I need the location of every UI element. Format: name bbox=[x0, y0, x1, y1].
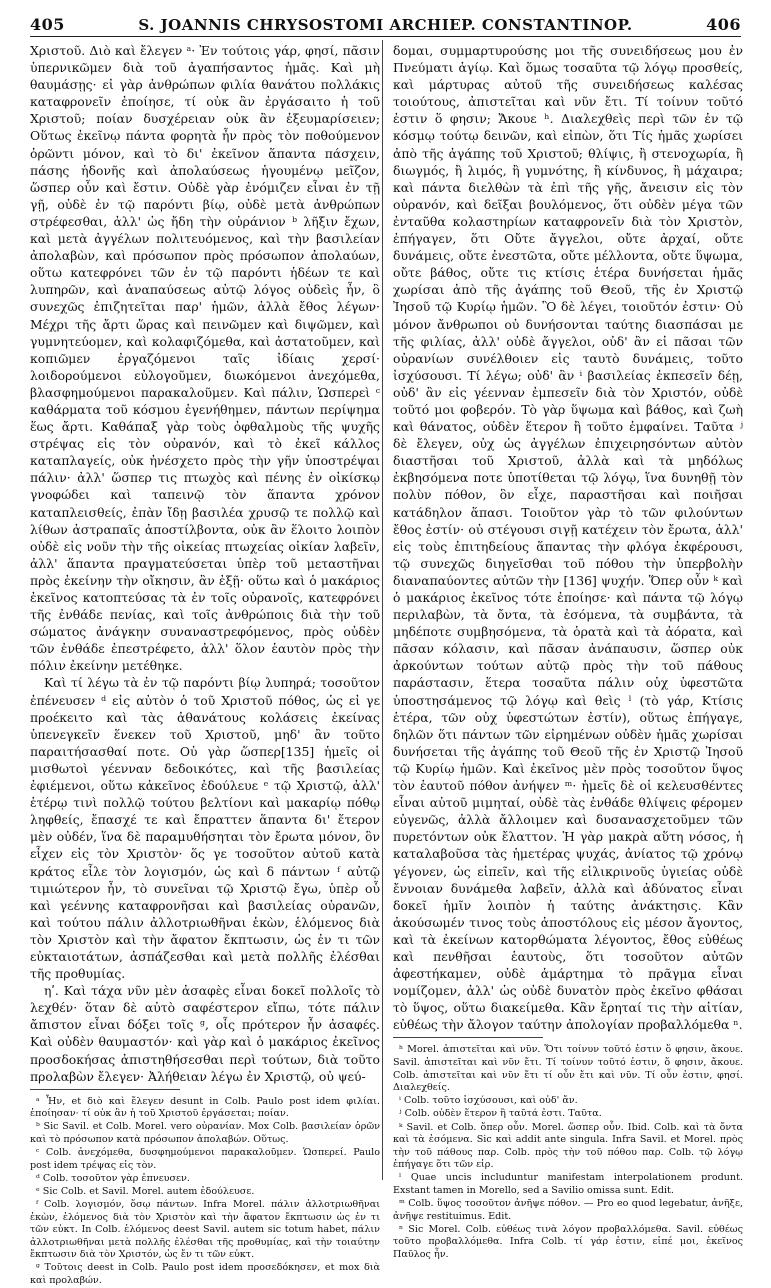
left-body-text: Χριστοῦ. Διὸ καὶ ἔλεγεν ᵃ· Ἐν τούτοις γάρ, φησί, πᾶσιν ὑπερνικῶμεν διὰ τοῦ ἀγαπήσαντος ἡμᾶς. Καὶ μὴ θαυμάσῃς· εἰ γὰρ ἀνθρώπων φιλία θανάτου πολλάκις καταφρονεῖν ἐποίησε, τί οὐκ ἂν ἐργάσαιτο ἡ τοῦ Χριστοῦ; ποίαν δυσχέρειαν οὐκ ἂν ἐξευμαρίσειεν; Οὕτως ἐκεῖνῳ πάντα φορητὰ ἦν πρὸς τὸν ποθούμενον ὁρῶντι μόνον, καὶ τὸ δι' ἐκεῖνον ἅπαντα πάσχειν, πάσης ἡδονῆς καὶ ἀπολαύσεως ἡγουμένῳ μεῖζον, ὥσπερ οὖν καὶ ἔστιν. Οὐδὲ γὰρ ἐνόμιζεν εἶναι ἐν τῇ γῇ, οὐδὲ ἐν τῷ παρόντι βίῳ, οὐδὲ μετὰ ἀνθρώπων στρέφεσθαι, ἀλλ' ὡς ἤδη τὴν οὐράνιον ᵇ λῆξιν ἔχων, καὶ μετὰ ἀγγέλων πολιτευόμενος, καὶ τὴν βασιλείαν ἀπολαβὼν, καὶ πρόσωπον πρὸς πρόσωπον ἀπολαύων, οὕτω κατεφρόνει τῶν ἐν τῷ παρόντι ἡδέων τε καὶ λυπηρῶν, καὶ ἀναπαύσεως αὐτῷ λόγος οὐδεὶς ἦν, ὃ συνεχῶς ἐπιζητεῖται παρ' ἡμῶν, ἀλλὰ ἔθος λέγων· Μέχρι τῆς ἄρτι ὥρας καὶ πεινῶμεν καὶ διψῶμεν, καὶ γυμνητεύομεν, καὶ κολαφιζόμεθα, καὶ ἀστατοῦμεν, καὶ κοπιῶμεν ἐργαζόμενοι ταῖς ἰδίαις χερσί· λοιδορούμενοι εὐλογοῦμεν, διωκόμενοι ἀνεχόμεθα, βλασφημούμενοι παρακαλοῦμεν. Καὶ πάλιν, Ὡσπερεὶ ᶜ καθάρματα τοῦ κόσμου ἐγενήθημεν, πάντων περίψημα ἕως ἄρτι. Καθάπαξ γὰρ τοὺς ὀφθαλμοὺς τῆς ψυχῆς στρέψας εἰς τὸν οὐρανόν, καὶ τὸ ἐκεῖ κάλλος καταπλαγείς, οὐκ ἠνέσχετο πρὸς τὴν γῆν ὑποστρέψαι πάλιν· ἀλλ' ὥσπερ τις πτωχὸς καὶ πένης ἐν οἰκίσκῳ γνοφώδει καὶ ταπεινῷ τὸν ἅπαντα χρόνον καταπλεισθείς, ἐπὰν ἴδῃ βασιλέα χρυσῷ τε πολλῷ καὶ λίθων ἀστραπαῖς ἀποστίλβοντα, οὐκ ἂν ἕλοιτο λοιπὸν οὐδὲ εἰς νοῦν τὴν τῆς οἰκείας πτωχείας οἰκίαν λαβεῖν, ἀλλ' ἅπαντα πραγματεύσεται ὑπὲρ τοῦ μεταστῆναι πρὸς ἐκείνην τὴν οἴκησιν, ἂν ἐξῇ· οὕτω καὶ ὁ μακάριος ἐκεῖνος κατοπτεύσας τὰ ἐν τοῖς οὐρανοῖς, κατεφρόνει τῆς ἐνθάδε πενίας, καὶ τοῖς ἀνθρώποις διὰ τὴν τοῦ σώματος ἀνάγκην συναναστρεφόμενος, πρὸς οὐδὲν τῶν ἐνθάδε ἐπεστρέφετο, ἀλλ' ὅλον ἑαυτὸν πρὸς τὴν πόλιν ἐκείνην μετέθηκε. bbox=[30, 43, 380, 674]
footnote: ʲ Colb. οὐδὲν ἕτερον ἢ ταῦτά ἐστι. Ταῦτα. bbox=[399, 1108, 602, 1120]
footnote: ᵈ Colb. τοσοῦτον γὰρ ἐπνευσεν. bbox=[36, 1172, 190, 1184]
left-body-text-3: ηʹ. Καὶ τάχα νῦν μὲν ἀσαφὲς εἶναι δοκεῖ πολλοῖς τὸ λεχθέν· ὅταν δὲ αὐτὸ σαφέστερον εἴπω, τότε πάλιν ἄπιστον εἶναι δόξει τοῖς ᵍ, οἷς πρότερον ἦν ἀσαφές. Καὶ οὐδὲν θαυμαστόν· καὶ γὰρ καὶ ὁ μακάριος ἐκεῖνος προσδοκήσας ἀπιστηθήσεσθαι περὶ τούτων, διὰ τοῦτο προλαβὼν ἔλεγεν· Ἀλήθειαν λέγω ἐν Χριστῷ, οὐ ψεύ- bbox=[30, 983, 380, 1084]
footnote: ᵉ Sic Colb. et Savil. Morel. autem ἐδούλευσε. bbox=[36, 1185, 255, 1197]
left-body-text-2: Καὶ τί λέγω τὰ ἐν τῷ παρόντι βίῳ λυπηρά; τοσοῦτον ἐπένευσεν ᵈ εἰς αὐτὸν ὁ τοῦ Χριστοῦ πόθος, ὡς εἰ γε προέκειτο καὶ τὰς ἀθανάτους κολάσεις ἐκείνας ὑπενεγκεῖν ἕνεκεν τοῦ Χριστοῦ, μηδ' ἂν τοῦτο παραιτήσασθαί ποτε. Οὐ γὰρ ὥσπερ[135] ἡμεῖς οἱ μισθωτοὶ γέενναν δεδοικότες, καὶ τῆς βασιλείας ἐφιέμενοι, οὕτω κἀκεῖνος ἐδούλευε ᵉ τῷ Χριστῷ, ἀλλ' ἑτέρῳ τινὶ πολλῷ τούτου βελτίονι καὶ μακαρίῳ πόθῳ ληφθείς, ἔπασχέ τε καὶ ἔπραττεν ἅπαντα δι' ἕτερον μὲν οὐδέν, ἵνα δὲ παραμυθήσηται τὸν ἔρωτα μόνον, ὃν εἶχεν εἰς τὸν Χριστὸν· ὅς γε τοσοῦτον αὐτοῦ κατὰ κράτος εἷλε τὸν λογισμόν, ὡς καὶ δ πάντων ᶠ αὐτῷ τιμιώτερον ἦν, τὸ συνεῖναι τῷ Χριστῷ ἔγω, ὑπὲρ οὗ καὶ γεέννης καταφρονῆσαι καὶ βασιλείας οὐρανῶν, καὶ τούτου πάλιν ἀλλοτριωθῆναι ἑκὼν, ἑλόμενος διὰ τὸν Χριστὸν καὶ τὴν ἄφατον ἔκπτωσιν, ὡς ἐν τι τῶν εὐκταιοτάτων, ἀσπάζεσθαι καὶ μετὰ πολλῆς ἐλέσθαι τῆς προθυμίας. bbox=[30, 675, 380, 982]
footnote-rule bbox=[30, 1089, 180, 1090]
left-column bbox=[30, 42, 380, 1287]
left-page-number: 405 bbox=[30, 15, 65, 34]
right-page-number: 406 bbox=[706, 15, 741, 34]
footnote: ᵍ Τοῦτοις deest in Colb. Paulo post idem προσεδόκησεν, et mox διὰ καὶ προλαβών. bbox=[30, 1262, 380, 1287]
footnote-rule bbox=[393, 1037, 543, 1038]
footnote: ᵇ Sic Savil. et Colb. Morel. vero οὐρανίαν. Mox Colb. βασιλείαν ὁρῶν καὶ τὸ πρόσωπον κατὰ πρόσωπον ἀπολαβών. Οὕτως. bbox=[30, 1121, 380, 1145]
right-column bbox=[393, 42, 743, 1260]
footnote: ᶜ Colb. ἀνεχόμεθα, δυσφημούμενοι παρακαλοῦμεν. Ὡσπερεί. Paulo post idem τρέψας εἰς τὸν. bbox=[30, 1147, 380, 1171]
footnote: ᵃ Ἦν, et διὸ καὶ ἔλεγεν desunt in Colb. Paulo post idem φιλίαι. ἐποίησαν· τί οὐκ ἂν ἡ τοῦ Χριστοῦ ἐργάσεται; ποίαν. bbox=[30, 1095, 380, 1120]
running-title: S. JOANNIS CHRYSOSTOMI ARCHIEP. CONSTANTINOP. bbox=[138, 16, 633, 34]
column-divider bbox=[382, 40, 383, 1180]
right-footnotes bbox=[393, 1044, 743, 1261]
header-rule bbox=[30, 36, 741, 37]
footnote: ᵐ Colb. ὕψος τοσοῦτον ἀνῆψε πόθον. — Pro eo quod legebatur, ἀνῆξε, ἀνῆψε restituimus. Edit. bbox=[393, 1198, 743, 1222]
footnote: ⁱ Colb. τοῦτο ἰσχύσουσι, καὶ οὐδ' ἄν. bbox=[399, 1095, 578, 1107]
left-footnotes bbox=[30, 1096, 380, 1288]
footnote: ʰ Morel. ἀπιστεῖται καὶ νῦν. Ὅτι τοίνυν τοῦτό ἐστιν ὅ φησιν, ἄκουε. Savil. ἀπιστεῖται καὶ νῦν ἔτι. Τί τοίνυν τοῦτό ἐστιν, ὅ φησιν, ἄκουε. Colb. ἀπιστεῖται καὶ νῦν ἔτι τί οὖν ἔτι καὶ νῦν. Τί οὖν ἐστιν, φησί. Διαλεχθείς. bbox=[393, 1044, 743, 1094]
footnote: ⁿ Sic Morel. Colb. εὐθέως τινὰ λόγον προβαλλόμεθα. Savil. εὐθέως τοῦτο προβαλλόμεθα. Infra Colb. τί γάρ ἐστιν, εἰπέ μοι, ἐκεῖνος Παῦλος ἦν. bbox=[393, 1223, 743, 1260]
footnote: ᶠ Colb. λογισμόν, ὅσῳ πάντων. Infra Morel. πάλιν ἀλλοτριωθῆναι ἑκὼν, ἑλόμενος διὰ τὸν Χριστὸν καὶ τὴν ἄφατον ἔκπτωσιν ὡς ἐν τι τῶν εὐκτ. In Colb. ἑλόμενος deest Savil. autem sic totum habet, πάλιν ἀλλοτριωθῆναι μετὰ πολλῆς ἐλέσθαι τῆς προθυμίας, καὶ τὴν τοιαύτην ἔκπτωσιν διὰ τὸν Χριστόν, ὡς ἔν τι τῶν εὐκτ. bbox=[30, 1198, 380, 1261]
footnote: ˡ Quae uncis includuntur manifestam interpolationem produnt. Exstant tamen in Morello, sed a Savilio omissa sunt. Edit. bbox=[393, 1172, 743, 1196]
right-body-text: δομαι, συμμαρτυρούσης μοι τῆς συνειδήσεως μου ἐν Πνεύματι ἁγίῳ. Καὶ ὅμως τοσαῦτα τῷ λόγῳ προσθείς, καὶ μάρτυρας αὐτοῦ τῆς συνειδήσεως καλέσας τοιούτους, ἀπιστεῖται καὶ νῦν ἔτι. Τί τοίνυν τοῦτό ἐστιν ὅ φησιν; Ἄκουε ʰ. Διαλεχθεὶς περὶ τῶν ἐν τῷ κόσμῳ τούτῳ δεινῶν, καὶ εἰπὼν, ὅτι Τίς ἡμᾶς χωρίσει ἀπὸ τῆς ἀγάπης τοῦ Χριστοῦ; θλίψις, ἢ στενοχωρία, ἢ διωγμός, ἢ λιμός, ἢ γυμνότης, ἢ κίνδυνος, ἢ μάχαιρα; καὶ πάντα διελθὼν τὰ ἐπὶ τῆς γῆς, ἄνεισιν εἰς τὸν οὐρανόν, καὶ δεῖξαι βουλόμενος, ὅτι οὐδὲν μέγα τῶν ἐνταῦθα κολαστηρίων καταφρονεῖν διὰ τὸν Χριστὸν, ἐπήγαγεν, ὅτι Οὔτε ἄγγελοι, οὔτε ἀρχαί, οὔτε δυνάμεις, οὔτε ἐνεστῶτα, οὔτε μέλλοντα, οὔτε ὕψωμα, οὔτε βάθος, οὔτε τις κτίσις ἑτέρα δυνήσεται ἡμᾶς χωρίσαι ἀπὸ τῆς ἀγάπης τοῦ Θεοῦ, τῆς ἐν Χριστῷ Ἰησοῦ τῷ Κυρίῳ ἡμῶν. Ὃ δὲ λέγει, τοιοῦτόν ἐστιν· Οὐ μόνον ἄνθρωποι οὐ δυνήσονται ταύτης διασπάσαι με τῆς φιλίας, ἀλλ' οὐδὲ ἄγγελοι, οὐδ' ἂν εἰ πᾶσαι τῶν οὐρανίων συνέλθοιεν εἰς ταυτὸ δυνάμεις, τοῦτο ἰσχύσουσι. Τί λέγω; οὐδ' ἂν ⁱ βασιλείας ἐκπεσεῖν δέῃ, οὐδ' ἂν εἰς γέενναν ἐμπεσεῖν διὰ τὸν Χριστόν, οὐδὲ τοῦτό μοι φοβερόν. Τὸ γὰρ ὕψωμα καὶ βάθος, καὶ ζωὴ καὶ θάνατος, οὐδὲν ἕτερον ἢ τοῦτο ἐμφαίνει. Ταῦτα ʲ δὲ ἔλεγεν, οὐχ ὡς ἀγγέλων ἐπιχειρησόντων αὐτὸν διαστῆσαι τοῦ Χριστοῦ, ἀλλὰ καὶ τὰ μηδόλως ἐκβησόμενα ποτε ὑποτίθεται τῷ λόγῳ, ἵνα δυνηθῇ τὸν πολὺν πόθον, ὃν εἶχε, παραστῆσαι καὶ ποιῆσαι κατάδηλον ἅπασι. Τοιοῦτον γὰρ τὸ τῶν φιλούντων ἔθος ἐστίν· οὐ στέγουσι σιγῇ κατέχειν τὸν ἔρωτα, ἀλλ' εἰς τοὺς ἐπιτηδείους ἅπαντας τὴν φλόγα ἐκφέρουσι, τῷ συνεχῶς διηγεῖσθαι τοῦ πόθου τὴν ὑπερβολὴν διαναπαύοντες αὐτῶν τὴν [136] ψυχήν. Ὅπερ οὖν ᵏ καὶ ὁ μακάριος ἐκεῖνος τότε ἐποίησε· καὶ πάντα τῷ λόγῳ περιλαβὼν, τὰ ὄντα, τὰ ἐσόμενα, τὰ συμβάντα, τὰ μηδέποτε συμβησόμενα, τὰ ὁρατὰ καὶ τὰ ἀόρατα, καὶ πᾶσαν κόλασιν, καὶ πᾶσαν ἀνάπαυσιν, ὥσπερ οὐκ ἀρκούντων τούτων αὐτῷ πρὸς τὴν τοῦ πάθους παράστασιν, ἕτερα τοσαῦτα πάλιν οὐχ ὑφεστῶτα ὑποστησάμενος τῷ λόγῳ καὶ θεὶς ˡ (τὸ γάρ, Κτίσις ἑτέρα, τῶν οὐχ ὑφεστώτων ἐστίν), οὕτως ἐπήγαγε, δηλῶν ὅτι πάντων τῶν εἰρημένων οὐδὲν ἡμᾶς χωρίσαι δυνήσεται τῆς ἀγάπης τοῦ Θεοῦ τῆς ἐν Χριστῷ Ἰησοῦ τῷ Κυρίῳ ἡμῶν. Καὶ ἐκεῖνος μὲν πρὸς τοσοῦτον ὕψος τὸν ἑαυτοῦ πόθον ἀνήψεν ᵐ· ἡμεῖς δὲ οἱ κελευσθέντες εἶναι αὐτοῦ μιμηταί, οὐδὲ τὰς ἐνθάδε θλίψεις φέρομεν εὐγενῶς, ἀλλὰ ἄλλοιμεν καὶ δυσανασχετοῦμεν τῶν πυρετόντων οὐκ ἔλαττον. Ἡ γὰρ μακρὰ αὕτη νόσος, ἡ καταλαβοῦσα τὰς ἡμετέρας ψυχάς, ἀνίατος τῷ χρόνῳ γέγονεν, ὡς εἰπεῖν, καὶ τῆς εἰλικρινοῦς ὑγιείας οὐδὲ ἔννοιαν δυνάμεθα λαβεῖν, ἀλλὰ καὶ ἀδύνατος εἶναι δοκεῖ ἡμῖν λοιπὸν ἡ ταύτης ἀνάκτησις. Κἂν ἀκούσωμέν τινος τοὺς ἀποστόλους εἰς μέσον ἄγοντος, καὶ τὰ ἐκείνων κατορθώματα λέγοντος, ἔθος εὐθέως καὶ πενθῆσαι ἑαυτοὺς, ὅτι τοσοῦτον αὐτῶν ἀφεστήκαμεν, οὐδὲ ἁμάρτημα τὸ πρᾶγμα εἶναι νομίζομεν, ἀλλ' ὡς οὐδὲ δυνατὸν πρὸς ἐκεῖνο φθάσαι τὸ ὕψος, οὕτω διακείμεθα. Κἂν ἔρηταί τις τὴν αἰτίαν, εὐθέως τὴν ἄλογον ταύτην ἀπολογίαν προβαλλόμεθα ⁿ. bbox=[393, 43, 743, 1033]
running-header bbox=[30, 8, 741, 34]
footnote: ᵏ Savil. et Colb. ὅπερ οὖν. Morel. ὥσπερ οὖν. Ibid. Colb. καὶ τὰ ὄντα καὶ τὰ ἐσόμενα. Sic καὶ addit ante singula. Infra Savil. et Morel. πρὸς τὴν τοῦ πάθους παρ. Colb. πρὸς τὴν τοῦ πόθου παρ. Colb. τῷ λόγῳ ἐπήγαγε ὅτι τῶν εἰρ. bbox=[393, 1121, 743, 1171]
